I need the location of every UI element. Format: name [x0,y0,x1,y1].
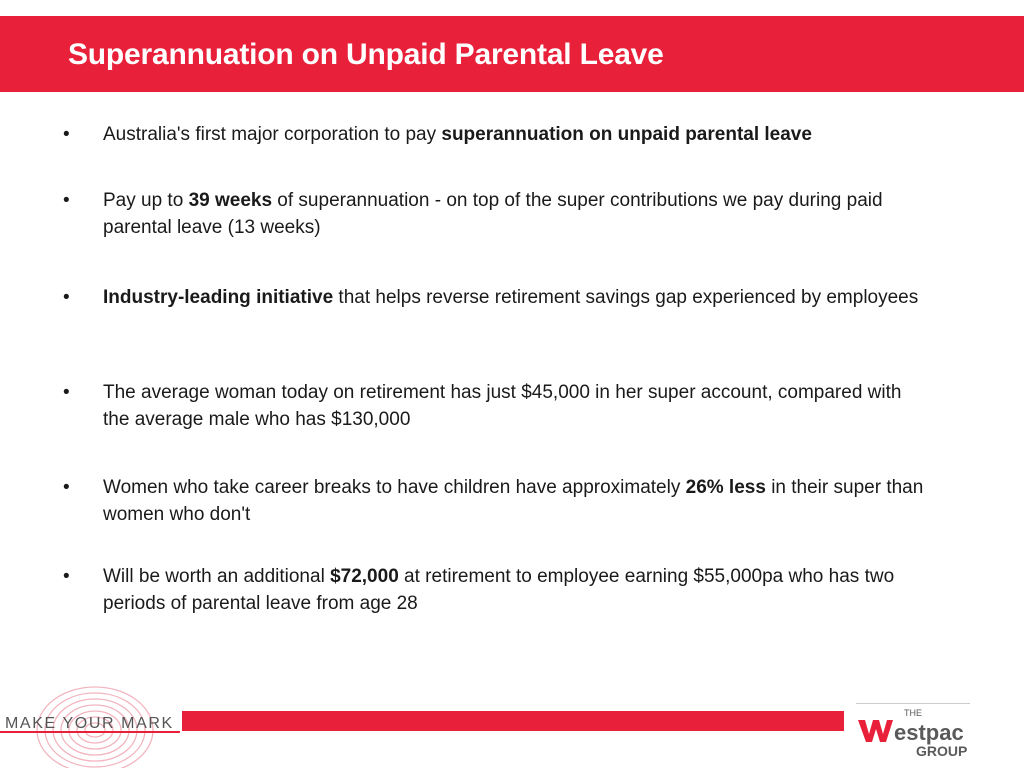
bullet-segment: at retirement to employee earning $55,000pa who has two periods of parental leave from age 28 [103,566,895,614]
bullet-segment: of superannuation - on top of the super contributions we pay during paid parental leave (13 weeks) [103,190,883,238]
bullet-segment-bold: Industry-leading initiative [103,287,334,308]
logo-the-text: THE [904,708,922,718]
bullet-segment: that helps reverse retirement savings gap experienced by employees [333,287,919,308]
bullet-text [103,121,983,148]
bullet-text [103,563,933,617]
bullet-segment-bold: 39 weeks [188,190,273,211]
bullet-segment-bold: superannuation on unpaid parental leave [441,124,812,145]
bullet-segment: in their super than women who don't [103,477,924,525]
title-bar [0,16,1024,92]
bullet-marker: • [63,190,70,211]
logo-group-text: GROUP [916,743,968,758]
bullet-segment: Pay up to [103,190,189,211]
tagline-text: Make Your Mark [5,715,174,732]
bullet-segment: Australia's first major corporation to pay [103,124,442,145]
bullet-text [103,187,933,241]
bullet-segment-bold: 26% less [685,477,766,498]
bullet-marker: • [63,382,70,403]
westpac-w-icon [858,720,893,742]
bullet-marker: • [63,124,70,145]
make-your-mark-wordmark [5,712,181,732]
bullet-marker: • [63,477,70,498]
footer-band [182,711,844,731]
bullet-text [103,474,933,528]
bullet-marker: • [63,566,70,587]
logo-rule [856,703,970,704]
slide-title: Superannuation on Unpaid Parental Leave [68,38,664,71]
bullet-segment: The average woman today on retirement has just $45,000 in her super account, compared with the average male who has $130,000 [103,382,902,430]
bullet-segment: Will be worth an additional [103,566,331,587]
bullet-marker: • [63,287,70,308]
westpac-group-logo [856,706,974,758]
bullet-text [103,284,943,311]
bullet-text [103,379,923,433]
make-your-mark-logo [5,712,181,737]
bullet-segment-bold: $72,000 [330,566,399,587]
logo-estpac-text: estpac [894,720,964,745]
bullet-segment: Women who take career breaks to have children have approximately [103,477,686,498]
